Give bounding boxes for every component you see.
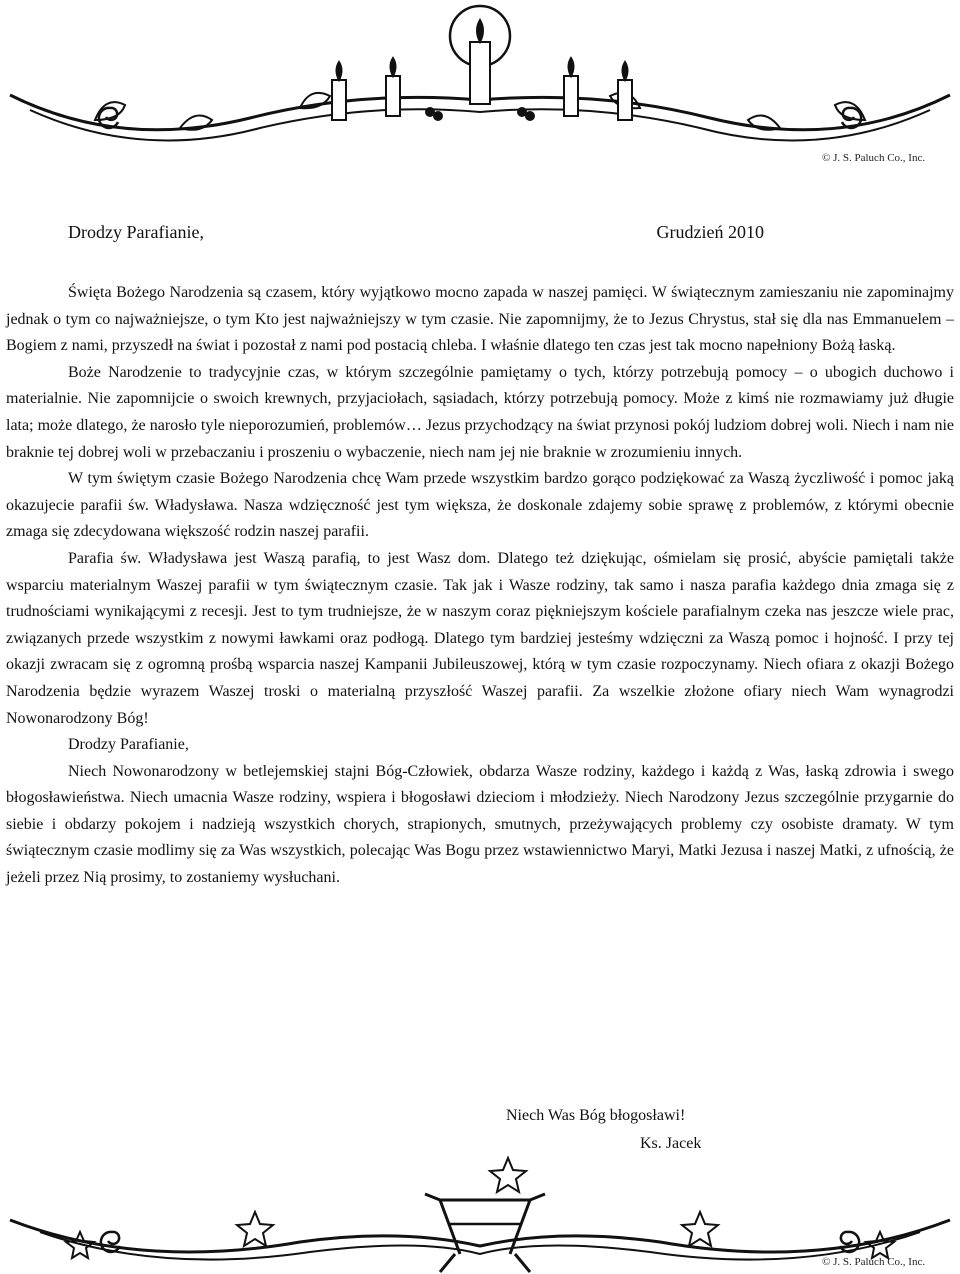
copyright-footer: © J. S. Paluch Co., Inc. [822, 1256, 926, 1268]
copyright-header: © J. S. Paluch Co., Inc. [822, 152, 926, 164]
letter-greeting: Drodzy Parafianie, [68, 222, 204, 242]
paragraph-3: W tym świętym czasie Bożego Narodzenia chcę Wam przede wszystkim bardzo gorąco podziękować za Waszą życzliwość i pomoc jaką okazujecie parafii św. Władysława. Nasza wdzięczność jest tym większa, że doskonale zdajemy sobie sprawę z problemów, z którymi obecnie zmaga się zdecydowana większość rodzin naszej parafii. [6, 470, 954, 541]
paragraph-5: Drodzy Parafianie, [68, 736, 189, 754]
letter-body [6, 280, 954, 892]
nativity-manger-illustration [0, 1150, 960, 1274]
signature: Ks. Jacek [640, 1135, 702, 1152]
paragraph-6: Niech Nowonarodzony w betlejemskiej stajni Bóg-Człowiek, obdarza Wasze rodziny, każdego i każdą z Was, łaską zdrowia i swego błogosławieństwa. Niech umacnia Wasze rodziny, wspiera i błogosławi dzieciom i młodzieży. Niech Narodzony Jezus szczególnie przygarnie do siebie i obdarzy pokojem i nadzieją wszystkich chorych, strapionych, smutnych, przeżywających problemy czy osobiste dramaty. W tym świątecznym czasie modlimy się za Was wszystkich, polecając Was Bogu przez wstawiennictwo Maryi, Matki Jezusa i naszej Matki, z ufnością, że jeżeli przez Nią prosimy, to zostaniemy wysłuchani. [6, 762, 954, 887]
advent-candles-illustration [0, 0, 960, 170]
letter-date: Grudzień 2010 [656, 222, 764, 242]
paragraph-1: Święta Bożego Narodzenia są czasem, który wyjątkowo mocno zapada w naszej pamięci. W świątecznym zamieszaniu nie zapominajmy jednak o tym co najważniejsze, o tym Kto jest najważniejszy w tym czasie. Nie zapomnijmy, że to Jezus Chrystus, stał się dla nas Emmanuelem – Bogiem z nami, przyszedł na świat i pozostał z nami pod postacią chleba. I właśnie dlatego ten czas jest tak mocno napełniony Bożą łaską. [6, 284, 954, 355]
paragraph-2: Boże Narodzenie to tradycyjnie czas, w którym szczególnie pamiętamy o tych, którzy potrzebują pomocy – o ubogich duchowo i materialnie. Nie zapomnijcie o swoich krewnych, przyjaciołach, sąsiadach, którzy potrzebują pomocy. Może z kimś nie rozmawiamy już długie lata; może dlatego, że narosło tyle nieporozumień, problemów… Jezus przychodzący na świat przynosi pokój ludziom dobrej woli. Niech i nam nie braknie tej dobrej woli w przebaczaniu i proszeniu o wybaczenie, niech nam jej nie braknie w zrozumieniu innych. [6, 363, 954, 461]
paragraph-4: Parafia św. Władysława jest Waszą parafią, to jest Wasz dom. Dlatego też dziękując, ośmielam się prosić, abyście pamiętali także wsparciu materialnym Waszej parafii w tym świątecznym czasie. Tak jak i Wasze rodziny, tak samo i nasza parafia każdego dnia zmaga się z trudnościami wynikającymi z recesji. Jest to tym trudniejsze, że w naszym coraz piękniejszym kościele parafialnym czeka nas jeszcze wiele prac, związanych przede wszystkim z nowymi ławkami oraz podłogą. Dlatego tym bardziej jesteśmy wdzięczni za Waszą pomoc i hojność. I przy tej okazji zwracam się z ogromną prośbą wsparcia naszej Kampanii Jubileuszowej, którą w tym czasie rozpoczynamy. Niech ofiara z okazji Bożego Narodzenia będzie wyrazem Waszej troski o materialną przyszłość Waszej parafii. Za wszelkie złożone ofiary niech Wam wynagrodzi Nowonarodzony Bóg! [6, 549, 954, 727]
closing-line: Niech Was Bóg błogosławi! [506, 1107, 686, 1124]
